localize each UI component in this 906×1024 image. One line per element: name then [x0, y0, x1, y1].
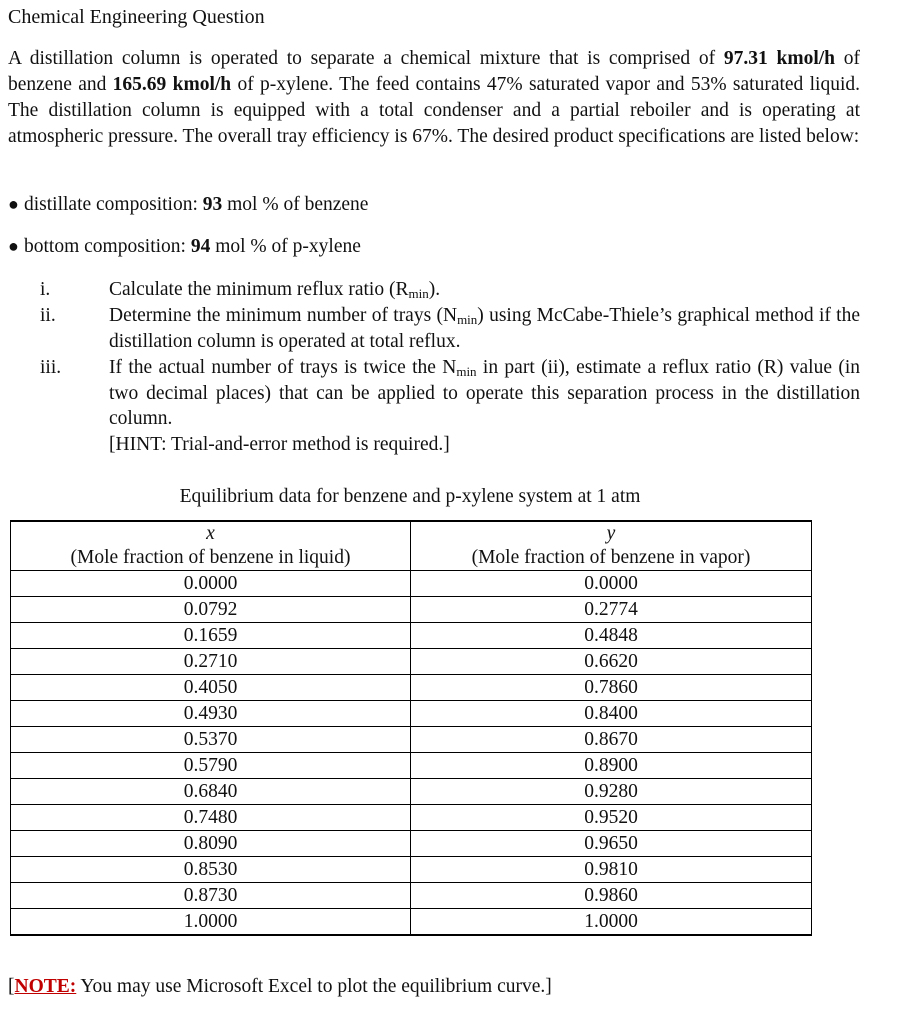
table-row [11, 701, 812, 727]
note-text: You may use Microsoft Excel to plot the equilibrium curve.] [76, 976, 552, 997]
table-row [11, 831, 812, 857]
cell-y: 0.8900 [411, 753, 812, 779]
cell-y: 0.8400 [411, 701, 812, 727]
table-body [11, 571, 812, 936]
table-caption: Equilibrium data for benzene and p-xylene system at 1 atm [179, 486, 641, 507]
cell-y: 0.0000 [411, 571, 812, 597]
column-header-y: y (Mole fraction of benzene in vapor) [411, 521, 812, 571]
hint-text: [HINT: Trial-and-error method is required.] [109, 433, 450, 455]
table-row [11, 623, 812, 649]
intro-text: of p-xylene. The feed contains 47% saturated vapor and 53% saturated liquid. The distillation column is equipped with a total condenser and a partial reboiler and is operating at atmospheric pressure. The overall tray efficiency is 67%. The desired product specifications are listed below: [8, 74, 860, 147]
question-text: Calculate the minimum reflux ratio $(R_{min})$. [109, 279, 441, 301]
equilibrium-table [10, 520, 812, 936]
cell-x: 0.6840 [11, 779, 411, 805]
cell-x: 1.0000 [11, 909, 411, 936]
question-number: ii. [40, 305, 56, 326]
question-number: i. [40, 279, 51, 300]
question-text: Determine the minimum number of trays $(N_{min})$ using McCabe-Thiele’s graphical method if the distillation column is operated at total reflux. [109, 305, 860, 352]
cell-y: 0.9520 [411, 805, 812, 831]
cell-y: 0.9860 [411, 883, 812, 909]
cell-y: 0.4848 [411, 623, 812, 649]
problem-statement [8, 46, 860, 150]
question-number: iii. [40, 357, 62, 378]
cell-y: 0.9280 [411, 779, 812, 805]
table-row [11, 649, 812, 675]
intro-text: A distillation column is operated to separate a chemical mixture that is comprised of [8, 48, 724, 69]
cell-x: 0.5790 [11, 753, 411, 779]
cell-x: 0.0000 [11, 571, 411, 597]
table-row [11, 779, 812, 805]
intro-text: of benzene and [8, 48, 861, 95]
bullet-icon: ● [8, 194, 19, 214]
table-row [11, 597, 812, 623]
cell-y: 0.7860 [411, 675, 812, 701]
column-header-x: x (Mole fraction of benzene in liquid) [11, 521, 411, 571]
spec-bottom: ● bottom composition: 94 mol % of p-xylene [8, 236, 361, 257]
note-label: NOTE: [14, 976, 77, 997]
table-row [11, 909, 812, 936]
cell-y: 0.2774 [411, 597, 812, 623]
bullet-icon: ● [8, 236, 19, 256]
table-row [11, 675, 812, 701]
cell-x: 0.5370 [11, 727, 411, 753]
cell-y: 0.6620 [411, 649, 812, 675]
cell-x: 0.4930 [11, 701, 411, 727]
table-row [11, 753, 812, 779]
note: [NOTE: You may use Microsoft Excel to plot the equilibrium curve.] [8, 976, 552, 997]
bottom-value: 94 [190, 236, 211, 257]
cell-y: 0.8670 [411, 727, 812, 753]
cell-x: 0.4050 [11, 675, 411, 701]
table-row [11, 857, 812, 883]
cell-y: 0.9650 [411, 831, 812, 857]
table-row [11, 883, 812, 909]
question-text: If the actual number of trays is twice the $N_{min}$ in part (ii), estimate a reflux ratio (R) value (in two decimal places) that can be applied to operate this separation process in the distillation column. [HINT: Trial-and-error method is required.] [109, 357, 860, 455]
spec-distillate: ● distillate composition: 93 mol % of benzene [8, 194, 369, 215]
table-row [11, 805, 812, 831]
cell-x: 0.0792 [11, 597, 411, 623]
xylene-flow-rate: 165.69 kmol/h [112, 74, 232, 95]
cell-y: 0.9810 [411, 857, 812, 883]
cell-x: 0.1659 [11, 623, 411, 649]
benzene-flow-rate: 97.31 kmol/h [723, 48, 836, 69]
cell-y: 1.0000 [411, 909, 812, 936]
cell-x: 0.7480 [11, 805, 411, 831]
cell-x: 0.8730 [11, 883, 411, 909]
distillate-value: 93 [202, 194, 223, 215]
page-title: Chemical Engineering Question [8, 6, 265, 28]
cell-x: 0.8090 [11, 831, 411, 857]
cell-x: 0.2710 [11, 649, 411, 675]
cell-x: 0.8530 [11, 857, 411, 883]
table-row [11, 571, 812, 597]
table-row [11, 727, 812, 753]
